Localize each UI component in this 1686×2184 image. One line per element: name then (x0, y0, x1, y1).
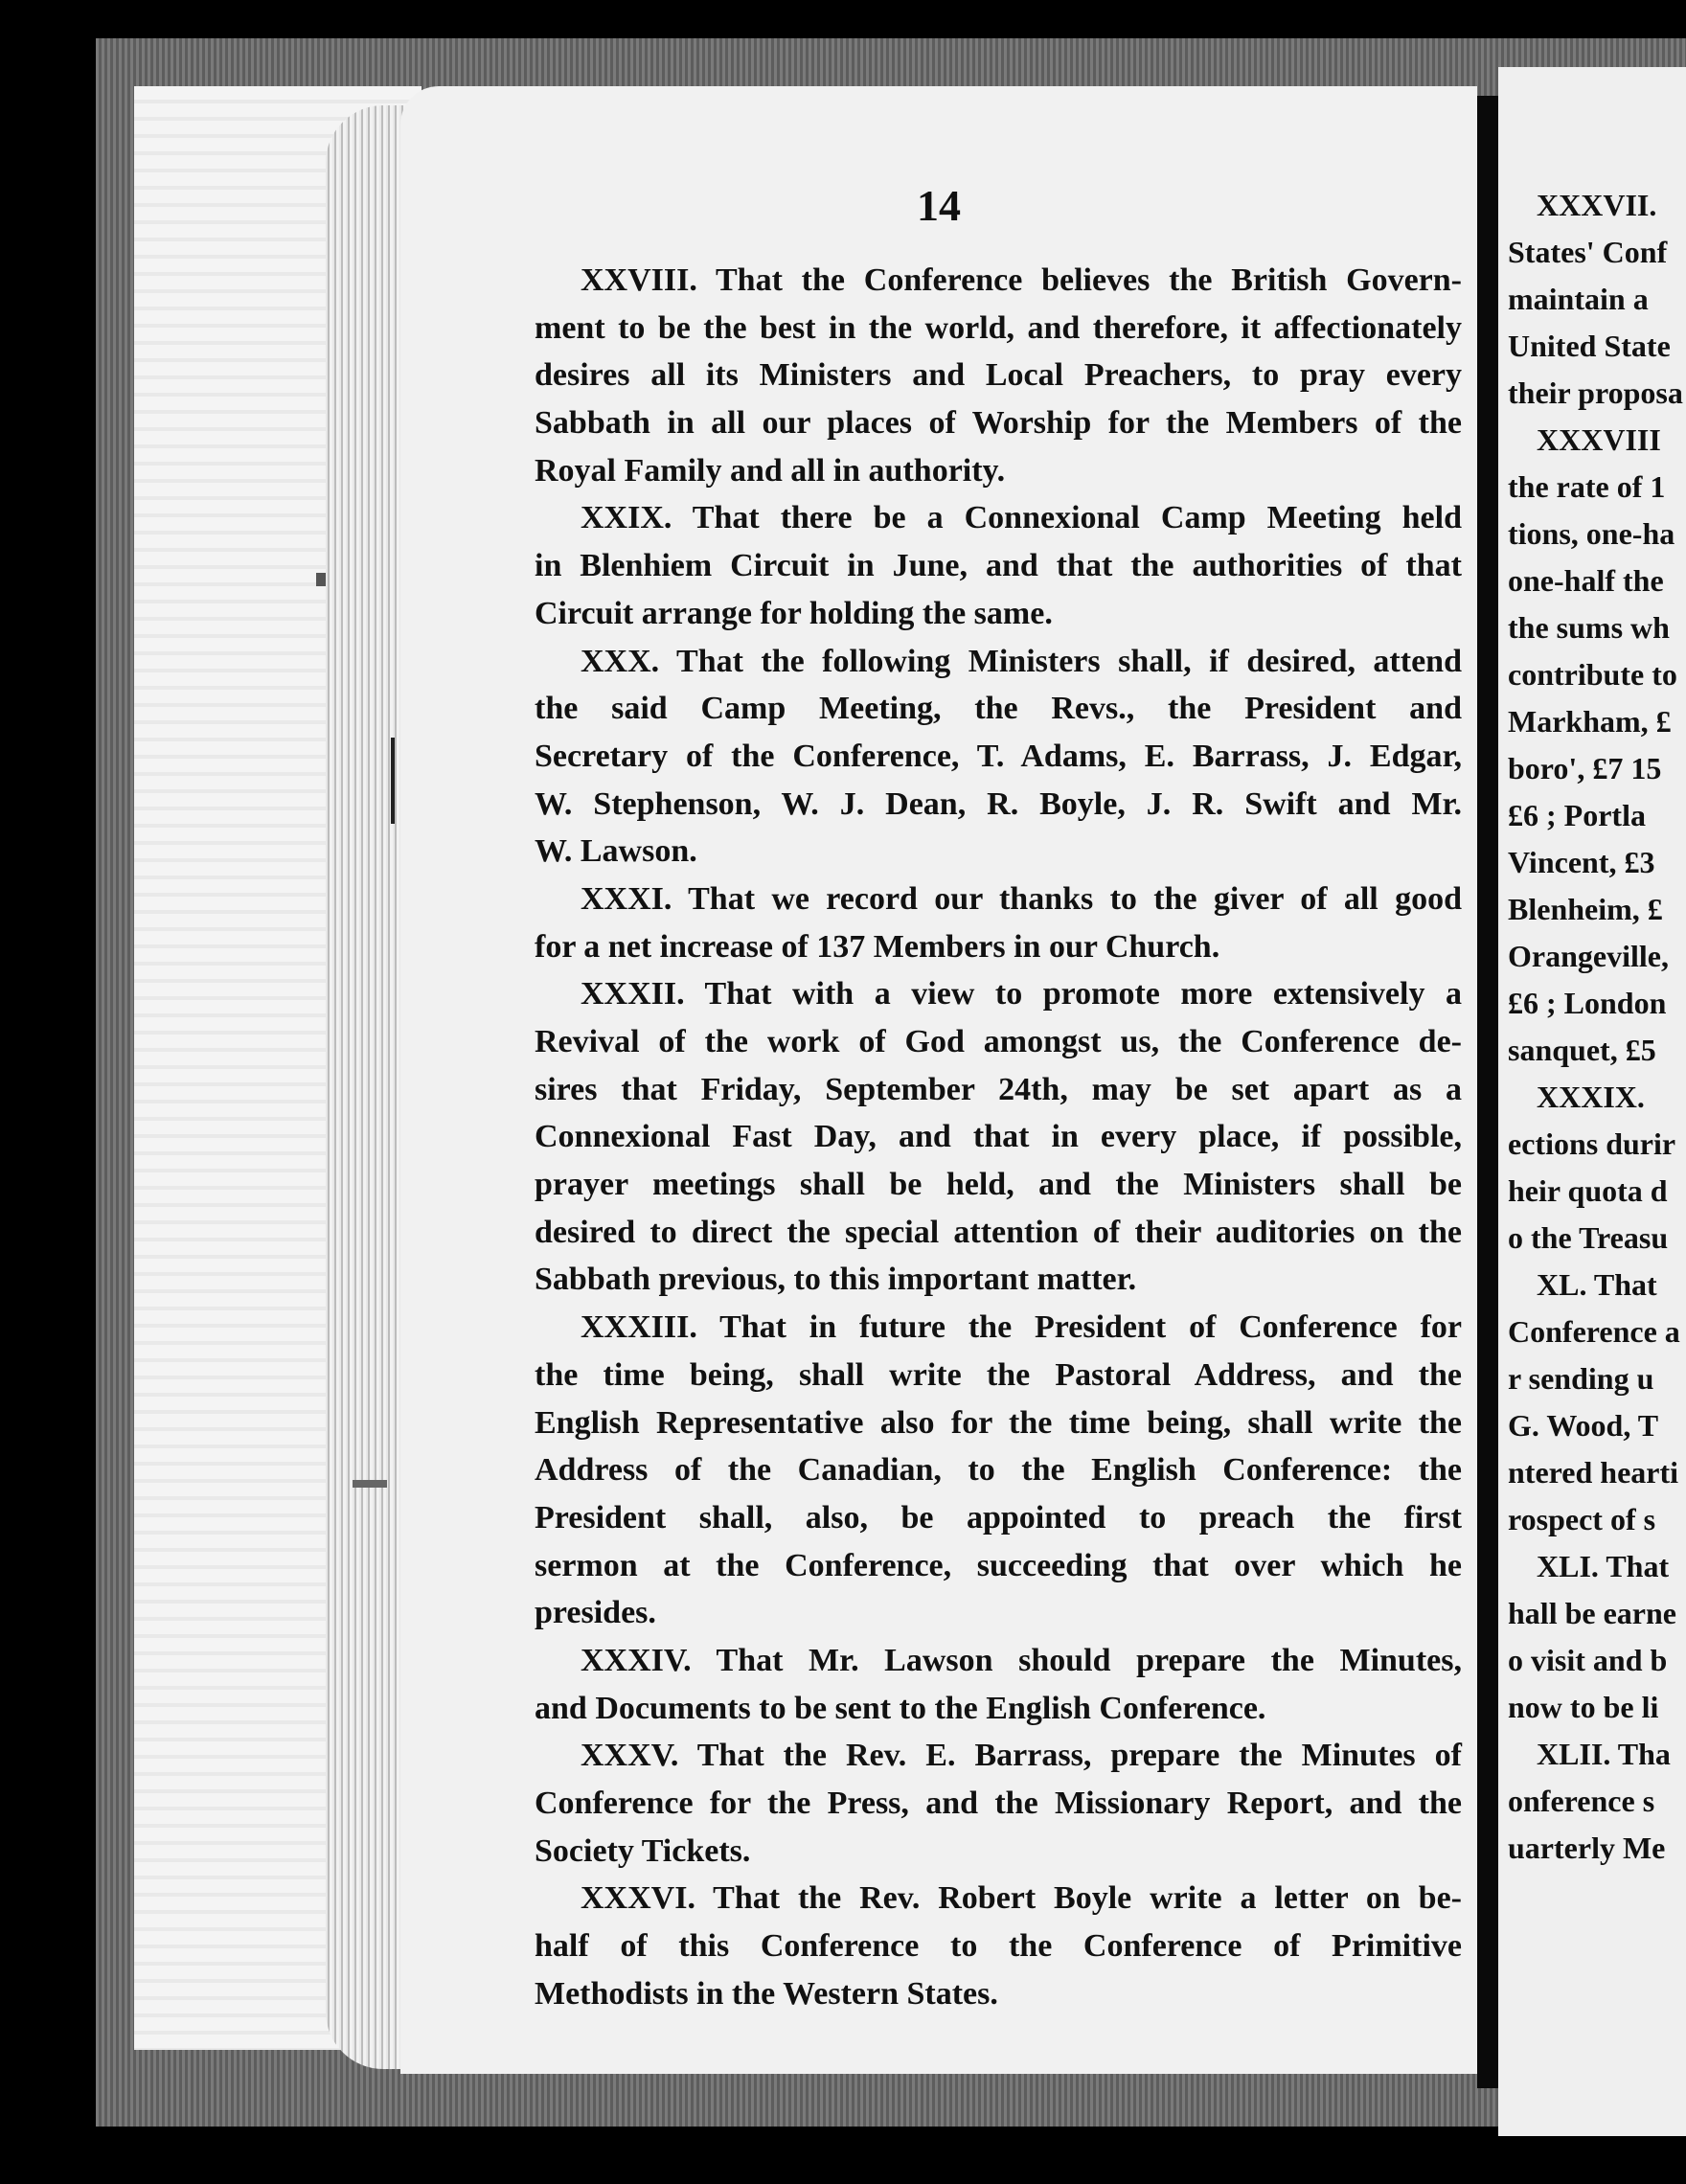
text-line: XXXV. That the Rev. E. Barrass, prepare the Minutes of (581, 1738, 1462, 1774)
text-line: Connexional Fast Day, and that in every place, if possible, (535, 1119, 1462, 1155)
text-line: tions, one-ha (1508, 516, 1675, 551)
text-line: XXXIX. (1537, 1080, 1645, 1114)
text-line: now to be li (1508, 1690, 1659, 1724)
text-line: Sabbath previous, to this important matter. (535, 1262, 1137, 1298)
text-line: in Blenhiem Circuit in June, and that the authorities of that (535, 548, 1462, 584)
text-line: maintain a (1508, 282, 1649, 316)
text-line: presides. (535, 1595, 656, 1631)
text-line: G. Wood, T (1508, 1408, 1659, 1443)
text-line: XXXIV. That Mr. Lawson should prepare the Minutes, (581, 1642, 1462, 1678)
text-line: £6 ; London (1508, 986, 1667, 1020)
text-line: Secretary of the Conference, T. Adams, E. Barrass, J. Edgar, (535, 738, 1462, 774)
text-line: £6 ; Portla (1508, 798, 1646, 832)
text-line: English Representative also for the time being, shall write the (535, 1404, 1462, 1441)
text-line: rospect of s (1508, 1502, 1656, 1536)
text-line: Sabbath in all our places of Worship for the Members of the (535, 405, 1462, 442)
text-line: one-half the (1508, 563, 1664, 598)
text-line: Markham, £ (1508, 704, 1672, 739)
text-line: Revival of the work of God amongst us, the Conference de- (535, 1024, 1462, 1059)
text-line: XLII. Tha (1537, 1737, 1671, 1771)
text-line: Royal Family and all in authority. (535, 452, 1006, 489)
text-line: the said Camp Meeting, the Revs., the President and (535, 691, 1462, 727)
left-page (400, 86, 1477, 2074)
text-line: prayer meetings shall be held, and the Ministers shall be (535, 1167, 1462, 1203)
text-line: XL. That (1537, 1267, 1657, 1302)
text-line: XXXI. That we record our thanks to the giver of all good (581, 880, 1462, 917)
text-line: onference s (1508, 1784, 1655, 1818)
text-line: sires that Friday, September 24th, may be set apart as a (535, 1071, 1462, 1107)
text-line: States' Conf (1508, 235, 1668, 269)
text-line: o visit and b (1508, 1643, 1668, 1677)
text-line: hall be earne (1508, 1596, 1676, 1630)
text-line: XXXVI. That the Rev. Robert Boyle write a letter on be- (581, 1880, 1462, 1917)
text-line: ment to be the best in the world, and therefore, it affectionately (535, 309, 1462, 346)
right-page-cropped (1498, 67, 1686, 2136)
text-line: Methodists in the Western States. (535, 1975, 998, 2012)
text-line: W. Lawson. (535, 833, 697, 870)
text-line: the time being, shall write the Pastoral Address, and the (535, 1356, 1462, 1393)
page-edges (326, 105, 407, 2069)
text-line: desires all its Ministers and Local Preachers, to pray every (535, 357, 1462, 394)
text-line: President shall, also, be appointed to preach the first (535, 1499, 1462, 1536)
text-line: sanquet, £5 (1508, 1033, 1656, 1067)
text-line: United State (1508, 329, 1671, 363)
text-line: sermon at the Conference, succeeding that over which he (535, 1547, 1462, 1583)
text-line: W. Stephenson, W. J. Dean, R. Boyle, J. R. Swift and Mr. (535, 785, 1462, 822)
left-page-text (535, 257, 1462, 2017)
text-line: Orangeville, (1508, 939, 1669, 973)
text-line: heir quota d (1508, 1173, 1668, 1208)
text-line: the rate of 1 (1508, 469, 1666, 504)
text-line: and Documents to be sent to the English Conference. (535, 1690, 1266, 1726)
margin-mark (353, 1480, 387, 1488)
text-line: for a net increase of 137 Members in our Church. (535, 928, 1220, 965)
text-line: XXVIII. That the Conference believes the British Govern- (581, 262, 1462, 298)
text-line: Blenheim, £ (1508, 892, 1663, 926)
text-line: XXX. That the following Ministers shall, if desired, attend (581, 643, 1462, 679)
text-line: XXXVIII (1537, 422, 1661, 457)
text-line: XXXIII. That in future the President of Conference for (581, 1309, 1462, 1346)
text-line: contribute to (1508, 657, 1677, 692)
margin-mark (316, 573, 326, 586)
spine-gutter (1477, 96, 1498, 2088)
text-line: Address of the Canadian, to the English Conference: the (535, 1452, 1462, 1489)
text-line: r sending u (1508, 1361, 1654, 1396)
text-line: XXXVII. (1537, 188, 1657, 222)
text-line: their proposa (1508, 375, 1683, 410)
text-line: ections durir (1508, 1126, 1676, 1161)
text-line: half of this Conference to the Conference of Primitive (535, 1928, 1462, 1965)
text-line: XLI. That (1537, 1549, 1670, 1583)
right-page-text (1508, 182, 1686, 1872)
text-line: Conference a (1508, 1314, 1680, 1349)
text-line: XXIX. That there be a Connexional Camp Meeting held (581, 500, 1462, 536)
text-line: Vincent, £3 (1508, 845, 1655, 879)
text-line: Circuit arrange for holding the same. (535, 595, 1053, 631)
text-line: the sums wh (1508, 610, 1670, 645)
text-line: uarterly Me (1508, 1831, 1666, 1865)
text-line: ntered hearti (1508, 1455, 1679, 1490)
text-line: boro', £7 15 (1508, 751, 1662, 785)
text-line: desired to direct the special attention of their auditories on the (535, 1214, 1462, 1250)
text-line: XXXII. That with a view to promote more extensively a (581, 976, 1462, 1012)
text-line: o the Treasu (1508, 1220, 1669, 1255)
margin-mark (391, 738, 395, 824)
page-number: 14 (917, 181, 961, 230)
text-line: Conference for the Press, and the Missionary Report, and the (535, 1786, 1462, 1821)
text-line: Society Tickets. (535, 1832, 751, 1869)
